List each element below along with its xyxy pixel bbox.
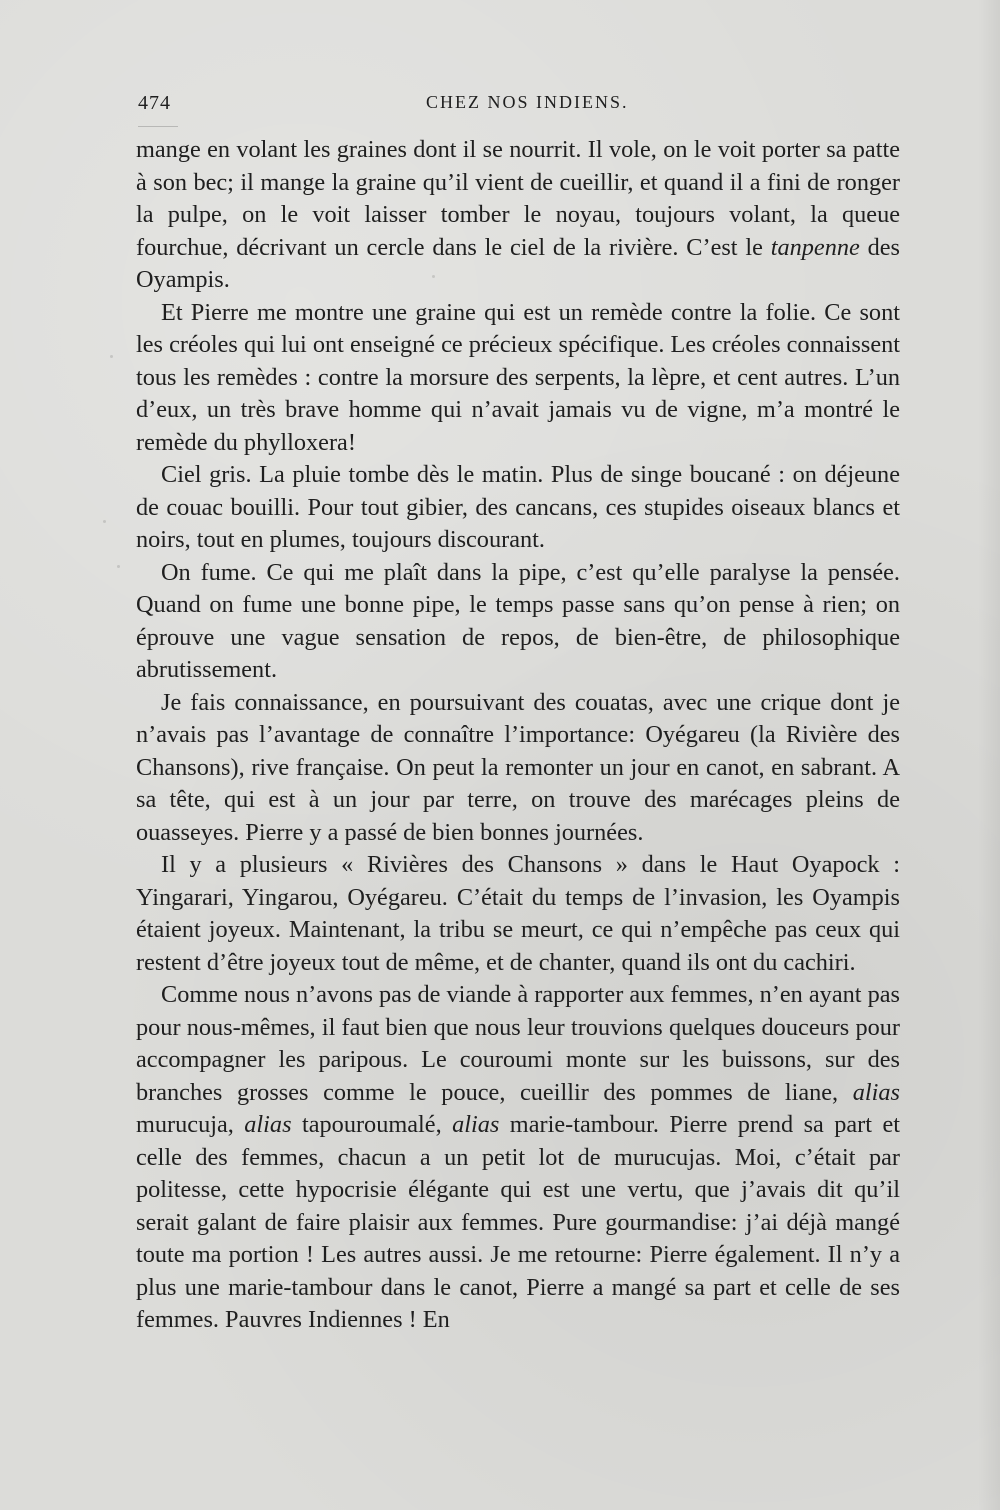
paper-speck [432,275,435,278]
paragraph-1 [136,134,900,297]
running-title: CHEZ NOS INDIENS. [426,92,629,112]
paragraph-7-text-d: marie-tambour. Pierre prend sa part et celle des femmes, chacun a un petit lot de murucujas. Moi, c’était par politesse, cette hypocrisie élégante qui est une vertu, que j’avais dit qu’il serait galant de faire plaisir aux femmes. Pure gourmandise: j’ai déjà mangé toute ma portion ! Les autres aussi. Je me retourne: Pierre également. Il n’y a plus une marie-tambour dans le canot, Pierre a mangé sa part et celle de ses femmes. Pauvres Indiennes ! En [136,1111,900,1333]
paragraph-7-text-c: tapouroumalé, [291,1111,453,1138]
page-body-text [136,134,900,1337]
paragraph-1-text-b: des Oyampis. [136,233,900,293]
paragraph-1-text-a: mange en volant les graines dont il se nourrit. Il vole, on le voit porter sa patte à son bec; il mange la graine qu’il vient de cueillir, et quand il a fini de ronger la pulpe, on le voit laisser tomber le noyau, toujours volant, la queue fourchue, décrivant un cercle dans le ciel de la rivière. C’est le [136,136,900,261]
paragraph-7 [136,979,900,1337]
page-edge-shadow [978,0,1000,1510]
paragraph-5-text: Je fais connaissance, en poursuivant des couatas, avec une crique dont je n’avais pas l’avantage de connaître l’importance: Oyégareu (la Rivière des Chansons), rive française. On peut la remonter un jour en canot, en sabrant. A sa tête, qui est à un jour par terre, on trouve des marécages pleins de ouasseyes. Pierre y a passé de bien bonnes journées. [136,688,900,846]
paragraph-7-text-a: Comme nous n’avons pas de viande à rapporter aux femmes, n’en ayant pas pour nous-mêmes, il faut bien que nous leur trouvions quelques douceurs pour accompagner les paripous. Le couroumi monte sur les buissons, sur des branches grosses comme le pouce, cueillir des pommes de liane, [136,981,900,1106]
paper-speck [110,355,113,358]
paragraph-4 [136,557,900,687]
paragraph-7-italic-alias-2: alias [244,1111,292,1138]
paragraph-2-text: Et Pierre me montre une graine qui est un remède contre la folie. Ce sont les créoles qui lui ont enseigné ce précieux spécifique. Les créoles connaissent tous les remèdes : contre la morsure des serpents, la lèpre, et cent autres. L’un d’eux, un très brave homme qui n’avait jamais vu de vigne, m’a montré le remède du phylloxera! [136,298,900,456]
page-number: 474 [138,92,171,114]
paragraph-6 [136,849,900,979]
paper-speck [117,565,120,568]
paragraph-3 [136,459,900,557]
paragraph-7-italic-alias-1: alias [852,1078,900,1106]
paragraph-5 [136,687,900,850]
paragraph-6-text: Il y a plusieurs « Rivières des Chansons » dans le Haut Oyapock : Yingarari, Yingarou, Oyégareu. C’était du temps de l’invasion, les Oyampis étaient joyeux. Maintenant, la tribu se meurt, ce qui n’empêche pas ceux qui restent d’être joyeux tout de même, et de chanter, quand ils ont du cachiri. [136,851,900,976]
paper-speck [103,520,106,523]
paragraph-7-text-b: murucuja, [136,1111,245,1138]
paragraph-1-italic-term: tanpenne [770,233,860,261]
page-header [138,92,898,122]
header-rule [138,126,178,127]
paragraph-4-text: On fume. Ce qui me plaît dans la pipe, c’est qu’elle paralyse la pensée. Quand on fume une bonne pipe, le temps passe sans qu’on pense à rien; on éprouve une vague sensation de repos, de bien-être, de philosophique abrutissement. [136,558,900,683]
paragraph-7-italic-alias-3: alias [452,1111,500,1138]
paragraph-2 [136,297,900,460]
paragraph-3-text: Ciel gris. La pluie tombe dès le matin. Plus de singe boucané : on déjeune de couac bouilli. Pour tout gibier, des cancans, ces stupides oiseaux blancs et noirs, tout en plumes, toujours discourant. [136,461,900,553]
